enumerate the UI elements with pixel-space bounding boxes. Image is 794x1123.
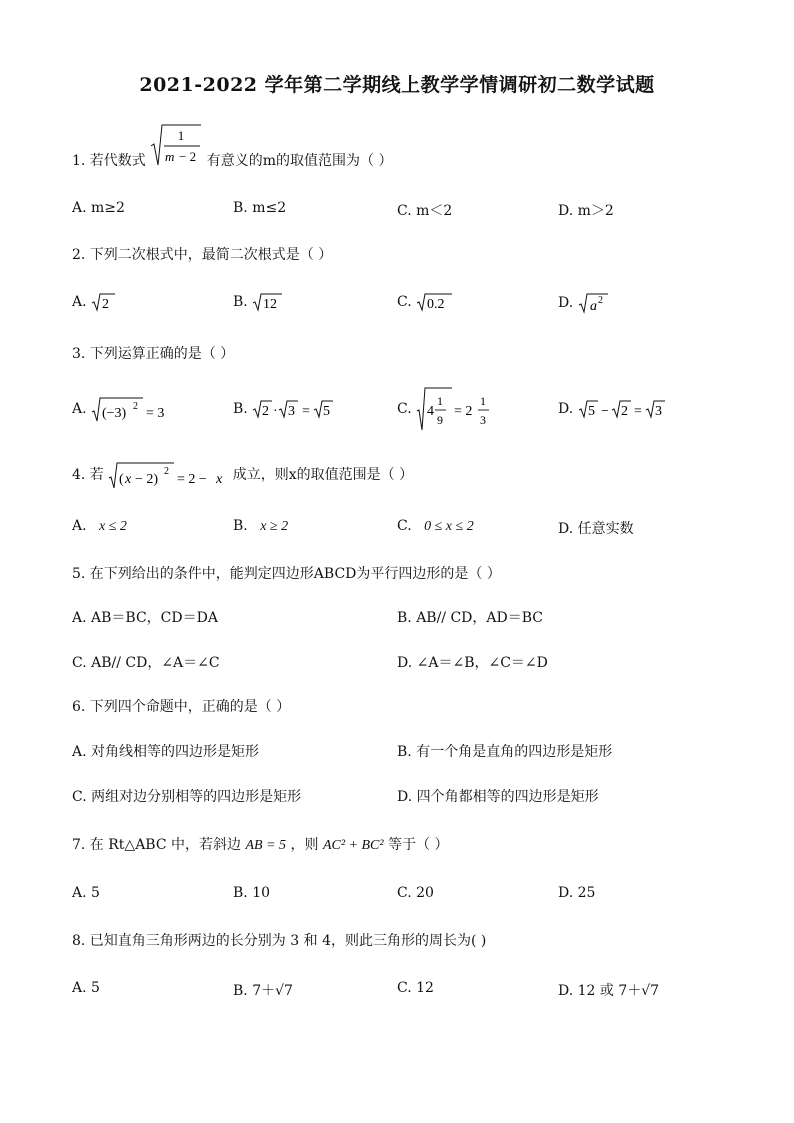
svg-text:12: 12 bbox=[263, 297, 278, 312]
svg-text:− 2: − 2 bbox=[179, 149, 197, 164]
question-1-stem-pre: 1. 若代数式 bbox=[72, 153, 146, 169]
option-5a[interactable]: A. AB＝BC，CD＝DA bbox=[72, 610, 218, 626]
option-8b[interactable]: B. 7＋√7 bbox=[233, 983, 293, 999]
question-4-stem-post: 成立，则x的取值范围是（ ） bbox=[232, 467, 414, 483]
svg-text:=: = bbox=[633, 404, 642, 419]
svg-text:2: 2 bbox=[164, 466, 170, 477]
svg-text:= 2: = 2 bbox=[454, 404, 473, 419]
svg-text:4: 4 bbox=[427, 404, 435, 419]
option-1b[interactable]: B. m≤2 bbox=[233, 200, 287, 216]
option-3c-letter: C. bbox=[397, 401, 412, 417]
option-7c[interactable]: C. 20 bbox=[397, 885, 434, 901]
option-8c[interactable]: C. 12 bbox=[397, 980, 434, 996]
option-1d[interactable]: D. m＞2 bbox=[558, 203, 614, 219]
option-3c[interactable] bbox=[397, 386, 492, 432]
svg-text:3: 3 bbox=[480, 413, 487, 427]
svg-text:2: 2 bbox=[597, 295, 603, 306]
option-2a-expression bbox=[91, 292, 117, 312]
radical-expression bbox=[150, 123, 202, 169]
option-2c-expression bbox=[416, 292, 454, 312]
option-2b-letter: B. bbox=[233, 294, 248, 310]
question-7-expr-1: AB = 5 bbox=[245, 838, 287, 853]
question-7-stem-mid: ，则 bbox=[290, 837, 319, 853]
question-7-stem-post: 等于（ ） bbox=[388, 837, 449, 853]
question-8-stem: 8. 已知直角三角形两边的长分别为 3 和 4，则此三角形的周长为( ) bbox=[72, 933, 487, 949]
option-3a-expression bbox=[91, 395, 167, 423]
question-4-expression bbox=[108, 460, 228, 490]
svg-text:x: x bbox=[216, 472, 223, 487]
question-4-stem-pre: 4. 若 bbox=[72, 467, 104, 483]
question-7 bbox=[72, 834, 448, 854]
svg-text:9: 9 bbox=[437, 413, 444, 427]
option-3a[interactable] bbox=[72, 395, 167, 423]
svg-text:=: = bbox=[302, 404, 311, 419]
svg-text:x: x bbox=[125, 472, 132, 487]
svg-text:m: m bbox=[165, 149, 175, 164]
option-7b[interactable]: B. 10 bbox=[233, 885, 271, 901]
option-4c-expression: 0 ≤ x ≤ 2 bbox=[424, 519, 474, 534]
option-5b[interactable]: B. AB// CD，AD＝BC bbox=[397, 610, 544, 626]
option-5d[interactable]: D. ∠A＝∠B，∠C＝∠D bbox=[397, 655, 548, 671]
option-3d-expression bbox=[578, 398, 670, 420]
option-3b-expression bbox=[252, 398, 342, 420]
svg-text:= 2 −: = 2 − bbox=[177, 472, 208, 487]
option-4c[interactable] bbox=[397, 518, 474, 535]
option-4a-expression: x ≤ 2 bbox=[99, 519, 127, 534]
svg-text:1: 1 bbox=[480, 394, 487, 408]
option-8d[interactable]: D. 12 或 7＋√7 bbox=[558, 983, 660, 999]
svg-text:2: 2 bbox=[262, 404, 270, 419]
svg-text:3: 3 bbox=[288, 404, 296, 419]
option-2d[interactable] bbox=[558, 292, 610, 314]
option-4b-letter: B. bbox=[233, 518, 248, 534]
svg-text:2: 2 bbox=[133, 401, 139, 412]
svg-text:(−3): (−3) bbox=[102, 406, 127, 421]
option-3b[interactable] bbox=[233, 398, 342, 420]
option-2a[interactable] bbox=[72, 292, 117, 312]
option-2d-expression bbox=[578, 292, 610, 314]
question-4 bbox=[72, 460, 413, 490]
option-3c-expression bbox=[416, 386, 492, 432]
option-6a[interactable]: A. 对角线相等的四边形是矩形 bbox=[72, 744, 260, 760]
question-2-stem: 2. 下列二次根式中，最简二次根式是（ ） bbox=[72, 247, 333, 263]
option-2d-letter: D. bbox=[558, 295, 574, 311]
question-3-stem: 3. 下列运算正确的是（ ） bbox=[72, 346, 235, 362]
question-1-stem-post: 有意义的m的取值范围为（ ） bbox=[206, 153, 393, 169]
option-6b[interactable]: B. 有一个角是直角的四边形是矩形 bbox=[397, 744, 613, 760]
option-7a[interactable]: A. 5 bbox=[72, 885, 100, 901]
svg-text:− 2): − 2) bbox=[135, 472, 159, 487]
option-1a[interactable]: A. m≥2 bbox=[72, 200, 125, 216]
option-4a[interactable] bbox=[72, 518, 127, 535]
svg-text:2: 2 bbox=[102, 297, 110, 312]
svg-text:−: − bbox=[600, 404, 609, 419]
svg-text:·: · bbox=[273, 404, 278, 419]
option-2c[interactable] bbox=[397, 292, 454, 312]
option-3b-letter: B. bbox=[233, 401, 248, 417]
option-3d-letter: D. bbox=[558, 401, 574, 417]
question-6-stem: 6. 下列四个命题中，正确的是（ ） bbox=[72, 699, 291, 715]
option-2c-letter: C. bbox=[397, 294, 412, 310]
svg-text:2: 2 bbox=[620, 404, 628, 419]
option-8a[interactable]: A. 5 bbox=[72, 980, 100, 996]
option-4c-letter: C. bbox=[397, 518, 412, 534]
page-title: 2021-2022 学年第二学期线上教学学情调研初二数学试题 bbox=[139, 74, 655, 96]
option-4d[interactable]: D. 任意实数 bbox=[558, 521, 634, 537]
question-7-expr-2: AC² + BC² bbox=[322, 838, 384, 853]
svg-text:5: 5 bbox=[587, 404, 595, 419]
svg-text:a: a bbox=[589, 299, 597, 314]
option-1c[interactable]: C. m＜2 bbox=[397, 203, 453, 219]
svg-text:3: 3 bbox=[654, 404, 662, 419]
svg-text:1: 1 bbox=[178, 128, 185, 143]
option-3a-letter: A. bbox=[72, 401, 87, 417]
question-1 bbox=[72, 123, 392, 169]
option-4b-expression: x ≥ 2 bbox=[260, 519, 289, 534]
svg-text:1: 1 bbox=[437, 394, 444, 408]
option-2b[interactable] bbox=[233, 292, 284, 312]
option-7d[interactable]: D. 25 bbox=[558, 885, 596, 901]
svg-text:(: ( bbox=[119, 472, 124, 487]
option-4b[interactable] bbox=[233, 518, 288, 535]
svg-text:0.2: 0.2 bbox=[427, 297, 445, 312]
option-2a-letter: A. bbox=[72, 294, 87, 310]
option-6d[interactable]: D. 四个角都相等的四边形是矩形 bbox=[397, 789, 599, 805]
question-5-stem: 5. 在下列给出的条件中，能判定四边形ABCD为平行四边形的是（ ） bbox=[72, 566, 501, 582]
option-4a-letter: A. bbox=[72, 518, 87, 534]
question-7-stem-pre: 7. 在 Rt△ABC 中，若斜边 bbox=[72, 837, 242, 853]
option-2b-expression bbox=[252, 292, 284, 312]
option-5c[interactable]: C. AB// CD，∠A＝∠C bbox=[72, 655, 220, 671]
option-6c[interactable]: C. 两组对边分别相等的四边形是矩形 bbox=[72, 789, 302, 805]
svg-text:= 3: = 3 bbox=[146, 406, 165, 421]
svg-text:5: 5 bbox=[323, 404, 331, 419]
option-3d[interactable] bbox=[558, 398, 670, 420]
